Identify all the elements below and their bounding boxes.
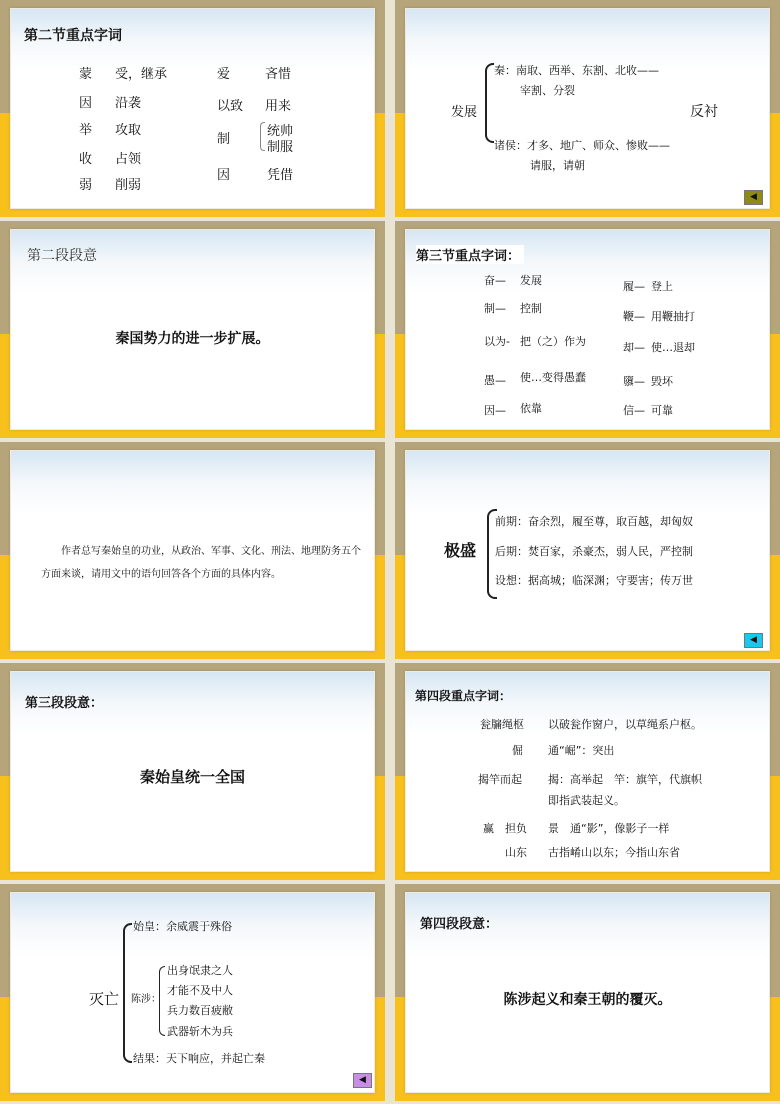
- term: 制: [217, 132, 231, 147]
- chen-label: 陈涉：: [131, 994, 161, 1005]
- slide-title: 第三段段意：: [25, 696, 104, 711]
- back-arrow-icon: ◀: [750, 192, 757, 202]
- slide-1-panel: [10, 8, 375, 209]
- meaning: 吝惜: [265, 67, 292, 82]
- meaning: 毁坏: [651, 375, 673, 388]
- term: 收: [79, 152, 93, 167]
- term: 倔: [512, 744, 523, 757]
- meaning: 制服: [267, 140, 294, 155]
- term: 制—: [484, 302, 506, 315]
- emperor-line: 始皇：余威震于殊俗: [133, 920, 232, 933]
- term: 愚—: [484, 374, 506, 387]
- chen-item: 出身氓隶之人: [167, 964, 233, 977]
- meaning: 统帅: [267, 124, 294, 139]
- peak-item: 后期：焚百家，杀豪杰，弱人民，严控制: [495, 545, 693, 558]
- meaning: 用来: [265, 99, 292, 114]
- meaning: 用鞭抽打: [651, 310, 695, 323]
- slide-title: 第三节重点字词：: [416, 245, 524, 264]
- back-button[interactable]: [353, 1073, 372, 1088]
- chen-item: 才能不及中人: [167, 984, 233, 997]
- brace: [485, 63, 494, 143]
- meaning: 凭借: [267, 168, 294, 183]
- slide-title: 第二节重点字词: [24, 28, 122, 44]
- slide-7-panel: [10, 671, 375, 872]
- slide-2-panel: [405, 8, 770, 209]
- slide-5-panel: [10, 450, 375, 651]
- brace: [260, 122, 265, 151]
- slide-body: 秦国势力的进一步扩展。: [115, 331, 270, 347]
- meaning: 发展: [520, 274, 542, 287]
- term: 鞭—: [623, 310, 645, 323]
- label-peak: 极盛: [444, 541, 477, 560]
- term: 赢 担负: [483, 822, 527, 835]
- slide-5[interactable]: [0, 442, 385, 659]
- meaning: 通“崛”：突出: [548, 744, 615, 757]
- slide-title: 第四段重点字词：: [415, 689, 512, 703]
- meaning: 揭：高举起 竿：旗竿，代旗帜: [548, 773, 702, 786]
- peak-item: 设想：据高城；临深渊；守要害；传万世: [495, 574, 693, 587]
- slide-6-panel: [405, 450, 770, 651]
- back-button[interactable]: [744, 633, 763, 648]
- term: 弱: [79, 178, 93, 193]
- meaning: 攻取: [115, 123, 142, 138]
- term: 因: [217, 168, 231, 183]
- slide-1[interactable]: [0, 0, 385, 217]
- meaning: 沿袭: [115, 96, 142, 111]
- slide-8[interactable]: [395, 663, 780, 880]
- slide-7[interactable]: [0, 663, 385, 880]
- meaning: 可靠: [651, 404, 673, 417]
- qin-line-2: 宰割、分裂: [520, 84, 575, 97]
- term: 瓮牖绳枢: [480, 718, 524, 731]
- sub-brace: [159, 966, 165, 1036]
- zhuhou-line-1: 诸侯：才多、地广、师众、惨败——: [494, 139, 670, 152]
- slide-title: 第四段段意：: [420, 917, 499, 932]
- meaning: 景 通“影”，像影子一样: [548, 822, 670, 835]
- term: 山东: [505, 846, 527, 859]
- term: 奋—: [484, 274, 506, 287]
- meaning: 古指崤山以东；今指山东省: [548, 846, 680, 859]
- slide-body: 秦始皇统一全国: [139, 768, 245, 786]
- term: 因: [79, 96, 93, 111]
- meaning: 以破瓮作窗户，以草绳系户枢。: [548, 718, 702, 731]
- label-fall: 灭亡: [89, 990, 120, 1008]
- zhuhou-line-2: 请服，请朝: [530, 159, 585, 172]
- slide-10[interactable]: [395, 884, 780, 1101]
- back-arrow-icon: ◀: [750, 635, 757, 645]
- prompt-line-1: 作者总写秦始皇的功业，从政治、军事、文化、刑法、地理防务五个: [61, 546, 361, 557]
- meaning: 依靠: [520, 402, 542, 415]
- back-button[interactable]: [744, 190, 763, 205]
- slide-6[interactable]: [395, 442, 780, 659]
- meaning: 登上: [651, 280, 673, 293]
- term: 以致: [217, 99, 244, 114]
- term: 以为-: [484, 335, 510, 348]
- meaning: 削弱: [115, 178, 142, 193]
- slide-10-panel: [405, 892, 770, 1093]
- term: 信—: [623, 404, 645, 417]
- slide-4-panel: [405, 229, 770, 430]
- result-line: 结果：天下响应，并起亡秦: [133, 1052, 265, 1065]
- label-develop: 发展: [451, 105, 478, 120]
- meaning: 使…变得愚蠢: [520, 371, 586, 384]
- term: 蒙: [79, 67, 93, 82]
- qin-line-1: 秦：南取、西举、东割、北收——: [494, 64, 659, 77]
- slide-2[interactable]: [395, 0, 780, 217]
- term: 因—: [484, 404, 506, 417]
- slide-8-panel: [405, 671, 770, 872]
- slide-3-panel: [10, 229, 375, 430]
- meaning: 控制: [520, 302, 542, 315]
- term: 隳—: [623, 375, 645, 388]
- chen-item: 武器斩木为兵: [167, 1025, 233, 1038]
- slide-4[interactable]: [395, 221, 780, 438]
- meaning: 即指武装起义。: [548, 794, 625, 807]
- meaning: 使…退却: [651, 341, 695, 354]
- back-arrow-icon: ◀: [359, 1075, 366, 1085]
- term: 履—: [623, 280, 645, 293]
- meaning: 把（之）作为: [520, 335, 586, 348]
- peak-item: 前期：奋余烈，履至尊，取百越，却匈奴: [495, 515, 693, 528]
- slide-9-panel: [10, 892, 375, 1093]
- slide-3[interactable]: [0, 221, 385, 438]
- contrast-label: 反衬: [690, 104, 718, 120]
- term: 却—: [623, 341, 645, 354]
- term: 爱: [217, 67, 231, 82]
- chen-item: 兵力数百疲敝: [167, 1004, 233, 1017]
- slide-title: 第二段段意: [27, 248, 97, 264]
- meaning: 受，继承: [115, 67, 168, 82]
- meaning: 占领: [115, 152, 142, 167]
- prompt-line-2: 方面来谈，请用文中的语句回答各个方面的具体内容。: [41, 569, 281, 580]
- term: 举: [79, 123, 93, 138]
- slide-body: 陈涉起义和秦王朝的覆灭。: [503, 992, 672, 1008]
- slide-9[interactable]: [0, 884, 385, 1101]
- term: 揭竿而起: [478, 773, 522, 786]
